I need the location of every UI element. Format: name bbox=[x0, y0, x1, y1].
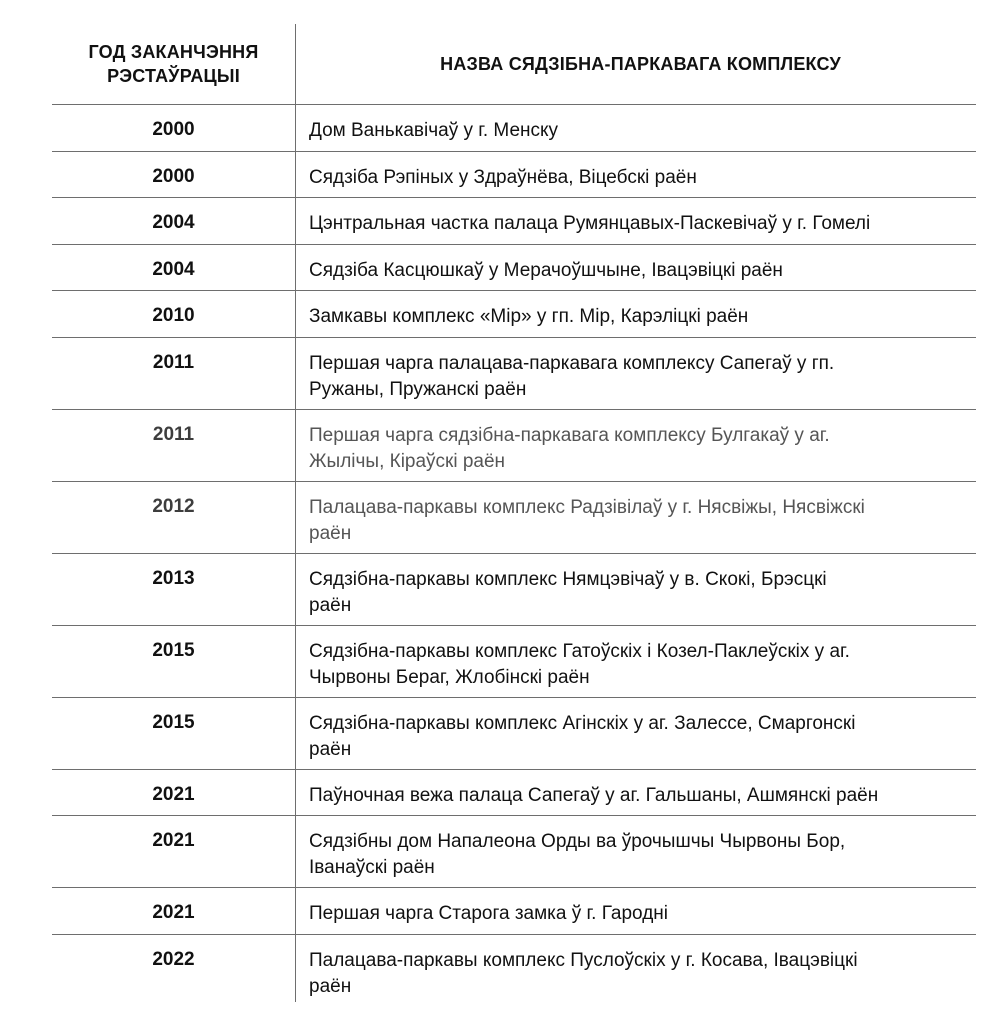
table-row bbox=[52, 105, 976, 152]
row-name-line2: раён bbox=[309, 594, 352, 616]
row-name bbox=[295, 698, 976, 769]
row-name-line2: раён bbox=[309, 975, 352, 997]
table-row bbox=[52, 888, 976, 935]
row-name-line1: Сядзіба Рэпіных у Здраўнёва, Віцебскі раён bbox=[309, 166, 697, 188]
row-name bbox=[295, 770, 976, 816]
table-header bbox=[52, 24, 976, 105]
table-row bbox=[52, 291, 976, 338]
row-year: 2012 bbox=[152, 495, 195, 517]
header-year-column bbox=[52, 24, 295, 104]
row-name-line1: Сядзібны дом Напалеона Орды ва ўрочышчы Чырвоны Бор, bbox=[309, 831, 846, 852]
table-row bbox=[52, 770, 976, 817]
table-row bbox=[52, 410, 976, 482]
row-name-line1: Палацава-паркавы комплекс Радзівілаў у г. Нясвіжы, Нясвіжскі bbox=[309, 496, 865, 518]
row-name bbox=[295, 935, 976, 1005]
row-year: 2010 bbox=[152, 305, 195, 326]
table-row bbox=[52, 338, 976, 410]
row-name bbox=[295, 410, 976, 481]
row-year: 2000 bbox=[152, 165, 195, 187]
row-name bbox=[295, 152, 976, 198]
row-name bbox=[295, 816, 976, 887]
table-row bbox=[52, 626, 976, 698]
row-name bbox=[295, 888, 976, 934]
row-name-line2: Жылічы, Кіраўскі раён bbox=[309, 450, 506, 472]
row-name bbox=[295, 554, 976, 625]
row-name-line2: Чырвоны Бераг, Жлобінскі раён bbox=[309, 666, 590, 688]
header-year-line2: РЭСТАЎРАЦЫІ bbox=[107, 66, 240, 86]
row-year: 2004 bbox=[152, 212, 195, 233]
row-name-line1: Палацава-паркавы комплекс Пуслоўскіх у г. Косава, Івацэвіцкі bbox=[309, 949, 858, 971]
table-row bbox=[52, 152, 976, 199]
restoration-table bbox=[52, 24, 976, 1005]
row-year: 2011 bbox=[152, 351, 195, 373]
row-name-line1: Сядзібна-паркавы комплекс Нямцэвічаў у в. Скокі, Брэсцкі bbox=[309, 568, 827, 590]
row-name bbox=[295, 105, 976, 151]
row-year: 2000 bbox=[152, 119, 195, 140]
row-year: 2021 bbox=[152, 830, 195, 851]
row-name-line1: Замкавы комплекс «Мір» у гп. Мір, Карэліцкі раён bbox=[309, 306, 749, 327]
table-row bbox=[52, 816, 976, 888]
row-year: 2021 bbox=[152, 902, 195, 923]
row-name bbox=[295, 291, 976, 337]
row-name bbox=[295, 338, 976, 409]
row-name-line1: Цэнтральная частка палаца Румянцавых-Паскевічаў у г. Гомелі bbox=[309, 213, 871, 234]
table-row bbox=[52, 554, 976, 626]
row-name-line1: Першая чарга палацава-паркавага комплексу Сапегаў у гп. bbox=[309, 352, 835, 374]
row-name bbox=[295, 626, 976, 697]
row-year: 2022 bbox=[152, 948, 195, 970]
row-year: 2011 bbox=[152, 423, 195, 445]
row-year: 2004 bbox=[152, 258, 195, 280]
row-name-line1: Сядзібна-паркавы комплекс Агінскіх у аг. Залессе, Смаргонскі bbox=[309, 712, 856, 734]
table-row bbox=[52, 245, 976, 292]
row-name-line1: Сядзібна-паркавы комплекс Гатоўскіх і Козел-Паклеўскіх у аг. bbox=[309, 640, 850, 662]
row-year: 2015 bbox=[152, 639, 195, 661]
row-name-line1: Паўночная вежа палаца Сапегаў у аг. Гальшаны, Ашмянскі раён bbox=[309, 784, 879, 806]
table-row bbox=[52, 935, 976, 1005]
row-name-line2: раён bbox=[309, 738, 352, 760]
row-year: 2013 bbox=[152, 567, 195, 589]
table-row bbox=[52, 698, 976, 770]
row-name bbox=[295, 245, 976, 291]
header-name-column: НАЗВА СЯДЗІБНА-ПАРКАВАГА КОМПЛЕКСУ bbox=[440, 53, 841, 74]
row-year: 2021 bbox=[152, 783, 195, 805]
table-row bbox=[52, 198, 976, 245]
row-name-line1: Першая чарга Старога замка ў г. Гародні bbox=[309, 903, 668, 924]
row-name bbox=[295, 198, 976, 244]
row-name-line1: Сядзіба Касцюшкаў у Мерачоўшчыне, Івацэвіцкі раён bbox=[309, 259, 783, 281]
table-row bbox=[52, 482, 976, 554]
row-name-line2: раён bbox=[309, 522, 352, 544]
row-year: 2015 bbox=[152, 711, 195, 733]
row-name-line2: Ружаны, Пружанскі раён bbox=[309, 378, 527, 400]
row-name bbox=[295, 482, 976, 553]
header-year-line1: ГОД ЗАКАНЧЭННЯ bbox=[88, 42, 259, 62]
row-name-line1: Першая чарга сядзібна-паркавага комплексу Булгакаў у аг. bbox=[309, 424, 830, 446]
row-name-line1: Дом Ванькавічаў у г. Менску bbox=[309, 120, 559, 141]
row-name-line2: Іванаўскі раён bbox=[309, 857, 435, 878]
